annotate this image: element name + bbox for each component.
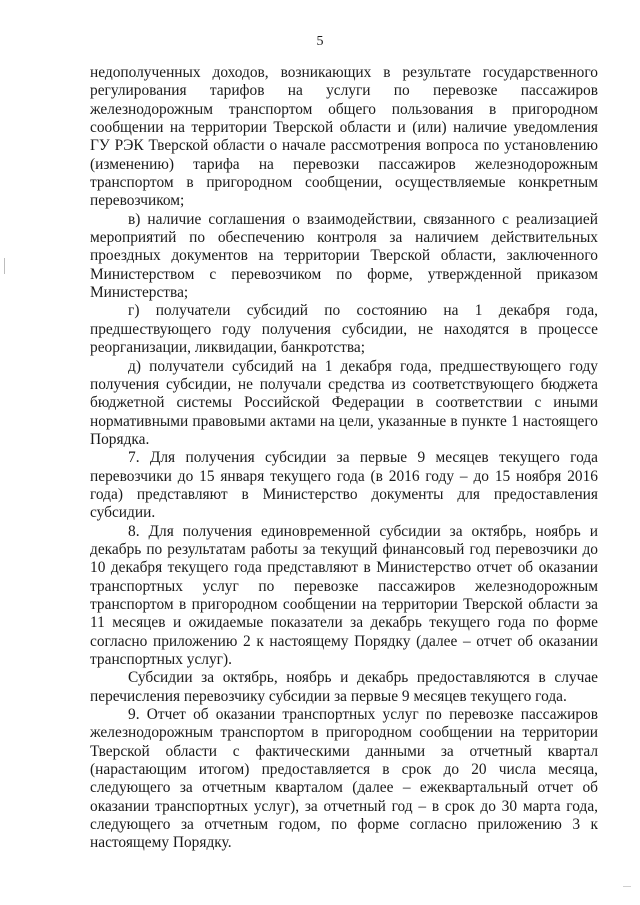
scan-corner-mark	[623, 886, 631, 887]
paragraph-item-g: г) получатели субсидий по состоянию на 1 декабря года, предшествующего году получения субсидии, не находятся в процессе реорганизации, ликвидации, банкротства;	[90, 302, 598, 357]
paragraph-clause-8: 8. Для получения единовременной субсидии за октябрь, ноябрь и декабрь по результатам работы за текущий финансовый год перевозчики до 10 декабря текущего года представляют в Министерство отчет об оказании транспортных услуг по перевозке пассажиров железнодорожным транспортом в пригородном сообщении на территории Тверской области за 11 месяцев и ожидаемые показатели за декабрь текущего года по форме согласно приложению 2 к настоящему Порядку (далее – отчет об оказании транспортных услуг).	[90, 522, 598, 668]
paragraph-clause-7: 7. Для получения субсидии за первые 9 месяцев текущего года перевозчики до 15 января текущего года (в 2016 году – до 15 ноября 2016 года) представляют в Министерство документы для предоставления субсидии.	[90, 449, 598, 522]
scan-edge-mark	[4, 258, 5, 274]
paragraph-clause-9: 9. Отчет об оказании транспортных услуг по перевозке пассажиров железнодорожным транспортом в пригородном сообщении на территории Тверской области с фактическими данными за отчетный квартал (нарастающим итогом) предоставляется в срок до 20 числа месяца, следующего за отчетным кварталом (далее – ежеквартальный отчет об оказании транспортных услуг), за отчетный год – в срок до 30 марта года, следующего за отчетным годом, по форме согласно приложению 3 к настоящему Порядку.	[90, 706, 598, 852]
paragraph-continuation: недополученных доходов, возникающих в результате государственного регулирования тарифов на услуги по перевозке пассажиров железнодорожным транспортом общего пользования в пригородном сообщении на территории Тверской области и (или) наличие уведомления ГУ РЭК Тверской области о начале рассмотрения вопроса по установлению (изменению) тарифа на перевозки пассажиров железнодорожным транспортом в пригородном сообщении, осуществляемые конкретным перевозчиком;	[90, 64, 598, 210]
paragraph-item-v: в) наличие соглашения о взаимодействии, связанного с реализацией мероприятий по обеспечению контроля за наличием действительных проездных документов на территории Тверской области, заключенного Министерством с перевозчиком по форме, утвержденной приказом Министерства;	[90, 210, 598, 302]
paragraph-subsidy-note: Субсидии за октябрь, ноябрь и декабрь предоставляются в случае перечисления перевозчику субсидии за первые 9 месяцев текущего года.	[90, 669, 598, 705]
paragraph-item-d: д) получатели субсидий на 1 декабря года, предшествующего году получения субсидии, не получали средства из соответствующего бюджета бюджетной системы Российской Федерации в соответствии с иными нормативными правовыми актами на цели, указанные в пункте 1 настоящего Порядка.	[90, 357, 598, 448]
page-number: 5	[316, 34, 324, 49]
document-body	[90, 64, 598, 853]
